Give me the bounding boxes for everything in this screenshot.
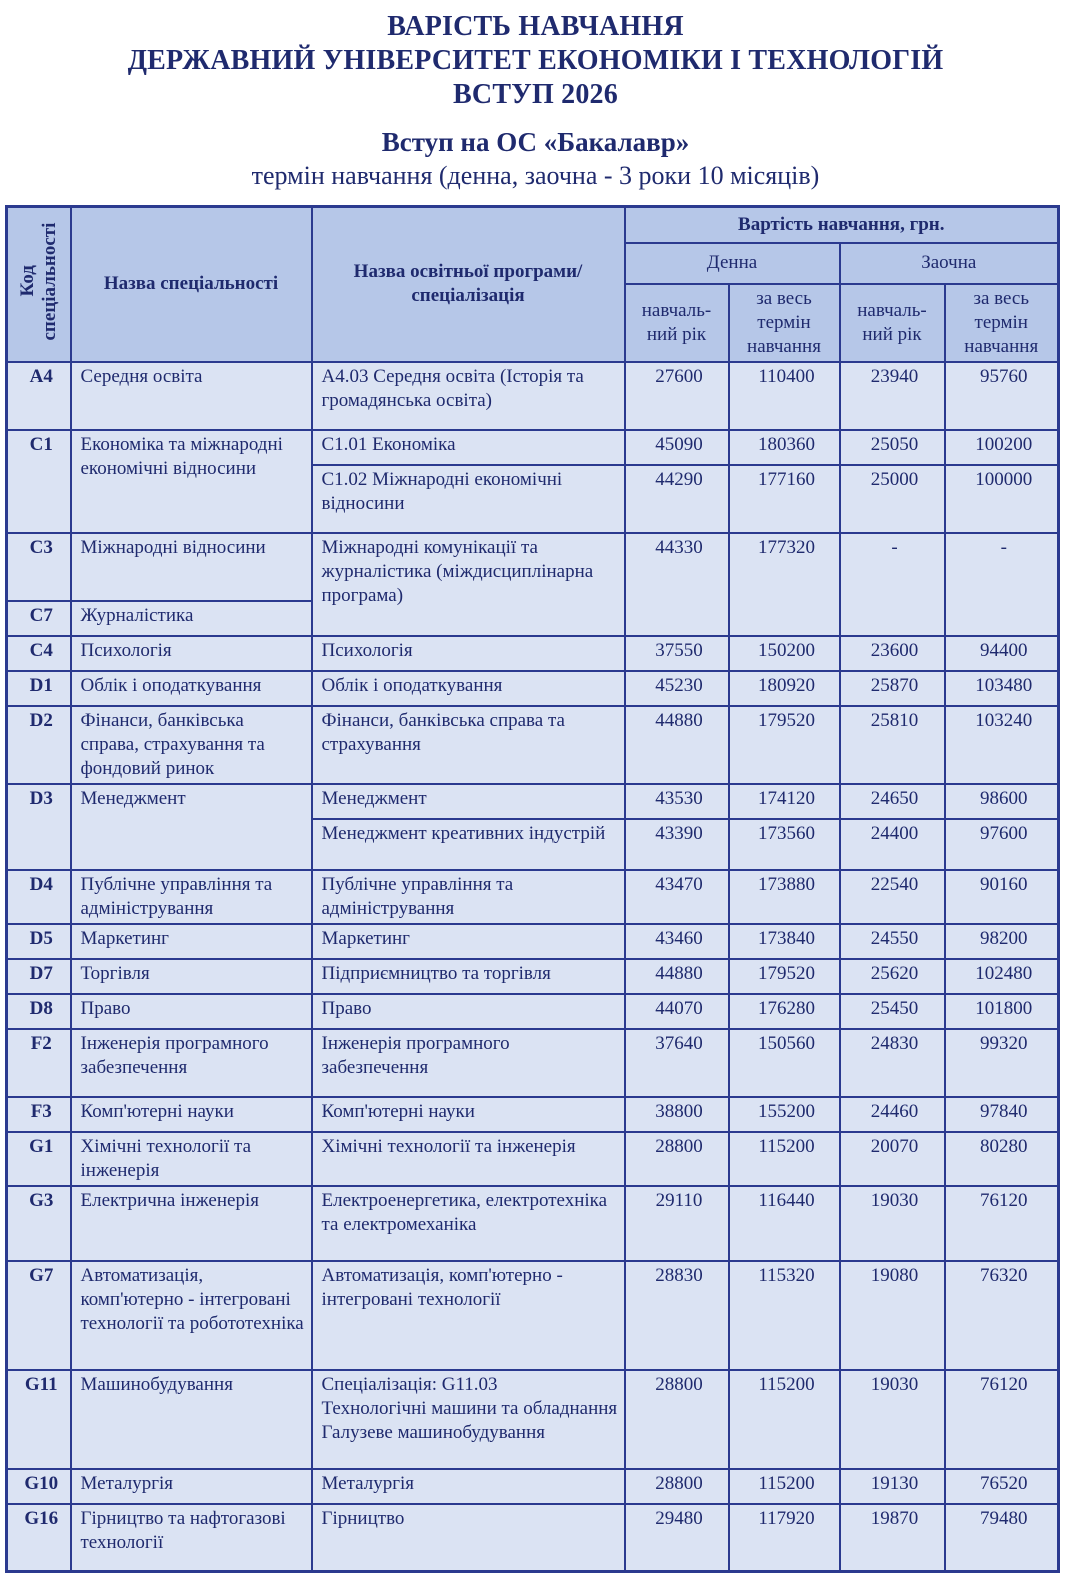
table-row [7, 994, 1059, 1029]
ext-total-cost: - [945, 533, 1059, 636]
table-row [7, 362, 1059, 430]
ext-total-cost: 97840 [945, 1097, 1059, 1132]
ext-year-cost: 24650 [840, 784, 945, 819]
ext-total-cost: 76120 [945, 1370, 1059, 1469]
day-year-cost: 45090 [625, 430, 729, 465]
program-specialization-line2: Технологічні машини та обладнання [321, 1397, 618, 1419]
day-total-cost: 179520 [729, 706, 840, 784]
table-row [7, 959, 1059, 994]
day-total-cost: 115200 [729, 1370, 840, 1469]
ext-year-cost: 19080 [840, 1261, 945, 1370]
day-year-cost: 44880 [625, 959, 729, 994]
ext-year-cost: 25050 [840, 430, 945, 465]
program-name: Підприємництво та торгівля [312, 959, 625, 994]
degree-subtitle: Вступ на ОС «Бакалавр» [381, 127, 690, 157]
program-name: Міжнародні комунікації та журналістика (міждисциплінарна програма) [312, 533, 625, 636]
ext-total-cost: 102480 [945, 959, 1059, 994]
program-name: Автоматизація, комп'ютерно - інтегровані технології [312, 1261, 625, 1370]
ext-year-cost: 19870 [840, 1504, 945, 1572]
program-name: Право [312, 994, 625, 1029]
program-name: С1.02 Міжнародні економічні відносини [312, 465, 625, 533]
ext-total-cost: 90160 [945, 870, 1059, 924]
specialty-name: Гірництво та нафтогазові технології [71, 1504, 312, 1572]
header-cost: Вартість навчання, грн. [625, 207, 1059, 243]
specialty-code: F3 [7, 1097, 71, 1132]
specialty-code: D1 [7, 671, 71, 706]
table-row [7, 1469, 1059, 1504]
specialty-name: Облік і оподаткування [71, 671, 312, 706]
day-year-cost: 44290 [625, 465, 729, 533]
ext-year-cost: 23940 [840, 362, 945, 430]
tuition-table [5, 205, 1060, 1573]
ext-total-cost: 95760 [945, 362, 1059, 430]
program-name: Гірництво [312, 1504, 625, 1572]
ext-year-cost: 24550 [840, 924, 945, 959]
program-specialization: Спеціалізація: G11.03 [321, 1373, 498, 1395]
table-row [7, 671, 1059, 706]
day-year-cost: 43470 [625, 870, 729, 924]
specialty-name: Інженерія програмного забезпечення [71, 1029, 312, 1097]
program-name: Комп'ютерні науки [312, 1097, 625, 1132]
day-total-cost: 150560 [729, 1029, 840, 1097]
day-total-cost: 173840 [729, 924, 840, 959]
day-total-cost: 150200 [729, 636, 840, 671]
specialty-code: D7 [7, 959, 71, 994]
day-total-cost: 115200 [729, 1469, 840, 1504]
ext-year-cost: 25450 [840, 994, 945, 1029]
program-specialization-line3: Галузеве машинобудування [321, 1421, 546, 1443]
day-total-cost: 110400 [729, 362, 840, 430]
ext-total-cost: 76320 [945, 1261, 1059, 1370]
specialty-name: Комп'ютерні науки [71, 1097, 312, 1132]
ext-total-cost: 98600 [945, 784, 1059, 819]
day-year-cost: 37640 [625, 1029, 729, 1097]
table-row [7, 924, 1059, 959]
ext-year-cost: 25810 [840, 706, 945, 784]
specialty-code: G10 [7, 1469, 71, 1504]
table-row [7, 1097, 1059, 1132]
program-name: Металургія [312, 1469, 625, 1504]
table-row [7, 870, 1059, 924]
day-year-cost: 44330 [625, 533, 729, 636]
day-total-cost: 115320 [729, 1261, 840, 1370]
specialty-name: Хімічні технології та інженерія [71, 1132, 312, 1186]
ext-total-cost: 76520 [945, 1469, 1059, 1504]
day-year-cost: 38800 [625, 1097, 729, 1132]
ext-total-cost: 79480 [945, 1504, 1059, 1572]
ext-year-cost: 20070 [840, 1132, 945, 1186]
day-total-cost: 177320 [729, 533, 840, 636]
document-title-year: ВСТУП 2026 [453, 79, 618, 110]
ext-year-cost: 24400 [840, 819, 945, 870]
day-year-cost: 43390 [625, 819, 729, 870]
header-ext-total: за весь термін навчання [945, 284, 1059, 362]
specialty-code: F2 [7, 1029, 71, 1097]
day-year-cost: 44070 [625, 994, 729, 1029]
specialty-code: C4 [7, 636, 71, 671]
program-name: С1.01 Економіка [312, 430, 625, 465]
specialty-name: Економіка та міжнародні економічні відносини [71, 430, 312, 533]
day-total-cost: 117920 [729, 1504, 840, 1572]
document-title-line1: ВАРІСТЬ НАВЧАННЯ [387, 11, 684, 42]
ext-year-cost: 24460 [840, 1097, 945, 1132]
day-year-cost: 29480 [625, 1504, 729, 1572]
specialty-name: Середня освіта [71, 362, 312, 430]
day-total-cost: 180920 [729, 671, 840, 706]
specialty-code: G1 [7, 1132, 71, 1186]
day-year-cost: 28800 [625, 1132, 729, 1186]
table-row [7, 1261, 1059, 1370]
specialty-code: D2 [7, 706, 71, 784]
day-year-cost: 45230 [625, 671, 729, 706]
specialty-name: Металургія [71, 1469, 312, 1504]
day-year-cost: 44880 [625, 706, 729, 784]
day-year-cost: 28800 [625, 1469, 729, 1504]
program-name: Хімічні технології та інженерія [312, 1132, 625, 1186]
specialty-code: D4 [7, 870, 71, 924]
header-ext-year: навчаль-ний рік [840, 284, 945, 362]
specialty-name: Електрична інженерія [71, 1186, 312, 1261]
ext-year-cost: 25870 [840, 671, 945, 706]
specialty-name: Право [71, 994, 312, 1029]
program-name: А4.03 Середня освіта (Історія та громадянська освіта) [312, 362, 625, 430]
specialty-name: Публічне управління та адміністрування [71, 870, 312, 924]
ext-total-cost: 103480 [945, 671, 1059, 706]
specialty-code: D8 [7, 994, 71, 1029]
ext-year-cost: - [840, 533, 945, 636]
header-program: Назва освітньої програми/спеціалізація [312, 207, 625, 362]
program-name: Маркетинг [312, 924, 625, 959]
program-name: Психологія [312, 636, 625, 671]
ext-total-cost: 100000 [945, 465, 1059, 533]
ext-year-cost: 25620 [840, 959, 945, 994]
day-total-cost: 155200 [729, 1097, 840, 1132]
specialty-name: Менеджмент [71, 784, 312, 870]
table-row [7, 1186, 1059, 1261]
ext-total-cost: 101800 [945, 994, 1059, 1029]
day-year-cost: 43530 [625, 784, 729, 819]
header-specialty: Назва спеціальності [71, 207, 312, 362]
study-duration-subtitle: термін навчання (денна, заочна - 3 роки 10 місяців) [251, 161, 820, 190]
specialty-name: Маркетинг [71, 924, 312, 959]
ext-year-cost: 23600 [840, 636, 945, 671]
specialty-code: G3 [7, 1186, 71, 1261]
header-day-year: навчаль-ний рік [625, 284, 729, 362]
table-row [7, 784, 1059, 819]
table-row [7, 636, 1059, 671]
ext-total-cost: 100200 [945, 430, 1059, 465]
specialty-code: C7 [7, 601, 71, 636]
specialty-name: Міжнародні відносини [71, 533, 312, 601]
table-row [7, 1132, 1059, 1186]
specialty-name: Машинобудування [71, 1370, 312, 1469]
day-year-cost: 43460 [625, 924, 729, 959]
day-year-cost: 37550 [625, 636, 729, 671]
day-year-cost: 28830 [625, 1261, 729, 1370]
specialty-code: D5 [7, 924, 71, 959]
specialty-code: G7 [7, 1261, 71, 1370]
specialty-name: Журналістика [71, 601, 312, 636]
table-row [7, 706, 1059, 784]
ext-total-cost: 98200 [945, 924, 1059, 959]
program-name: Менеджмент [312, 784, 625, 819]
specialty-code: C3 [7, 533, 71, 601]
header-day-form: Денна [625, 243, 840, 284]
ext-year-cost: 19030 [840, 1186, 945, 1261]
specialty-code: A4 [7, 362, 71, 430]
specialty-code: G16 [7, 1504, 71, 1572]
day-total-cost: 115200 [729, 1132, 840, 1186]
day-year-cost: 27600 [625, 362, 729, 430]
day-total-cost: 174120 [729, 784, 840, 819]
table-row [7, 1370, 1059, 1469]
header-code: Код спеціальності [7, 207, 71, 362]
table-row [7, 1504, 1059, 1572]
header-day-total: за весь термін навчання [729, 284, 840, 362]
ext-year-cost: 24830 [840, 1029, 945, 1097]
specialty-name: Торгівля [71, 959, 312, 994]
day-total-cost: 179520 [729, 959, 840, 994]
specialty-code: D3 [7, 784, 71, 870]
day-total-cost: 173880 [729, 870, 840, 924]
day-total-cost: 116440 [729, 1186, 840, 1261]
day-total-cost: 176280 [729, 994, 840, 1029]
day-total-cost: 177160 [729, 465, 840, 533]
program-name: Електроенергетика, електротехніка та електромеханіка [312, 1186, 625, 1261]
ext-total-cost: 99320 [945, 1029, 1059, 1097]
ext-year-cost: 19130 [840, 1469, 945, 1504]
specialty-name: Фінанси, банківська справа, страхування та фондовий ринок [71, 706, 312, 784]
ext-total-cost: 94400 [945, 636, 1059, 671]
document-title-university: ДЕРЖАВНИЙ УНІВЕРСИТЕТ ЕКОНОМІКИ І ТЕХНОЛОГІЙ [127, 45, 944, 76]
program-name: Інженерія програмного забезпечення [312, 1029, 625, 1097]
program-name: Облік і оподаткування [312, 671, 625, 706]
ext-total-cost: 103240 [945, 706, 1059, 784]
ext-year-cost: 19030 [840, 1370, 945, 1469]
day-year-cost: 28800 [625, 1370, 729, 1469]
table-row [7, 430, 1059, 465]
ext-total-cost: 80280 [945, 1132, 1059, 1186]
program-name: Публічне управління та адміністрування [312, 870, 625, 924]
day-total-cost: 173560 [729, 819, 840, 870]
ext-year-cost: 25000 [840, 465, 945, 533]
specialty-name: Психологія [71, 636, 312, 671]
table-row [7, 533, 1059, 601]
ext-total-cost: 97600 [945, 819, 1059, 870]
specialty-code: G11 [7, 1370, 71, 1469]
table-row [7, 1029, 1059, 1097]
day-total-cost: 180360 [729, 430, 840, 465]
specialty-code: C1 [7, 430, 71, 533]
program-name: Фінанси, банківська справа та страхування [312, 706, 625, 784]
program-name: Менеджмент креативних індустрій [312, 819, 625, 870]
day-year-cost: 29110 [625, 1186, 729, 1261]
header-extramural-form: Заочна [840, 243, 1059, 284]
ext-total-cost: 76120 [945, 1186, 1059, 1261]
ext-year-cost: 22540 [840, 870, 945, 924]
specialty-name: Автоматизація, комп'ютерно - інтегровані технології та робототехніка [71, 1261, 312, 1370]
program-name [312, 1370, 625, 1469]
